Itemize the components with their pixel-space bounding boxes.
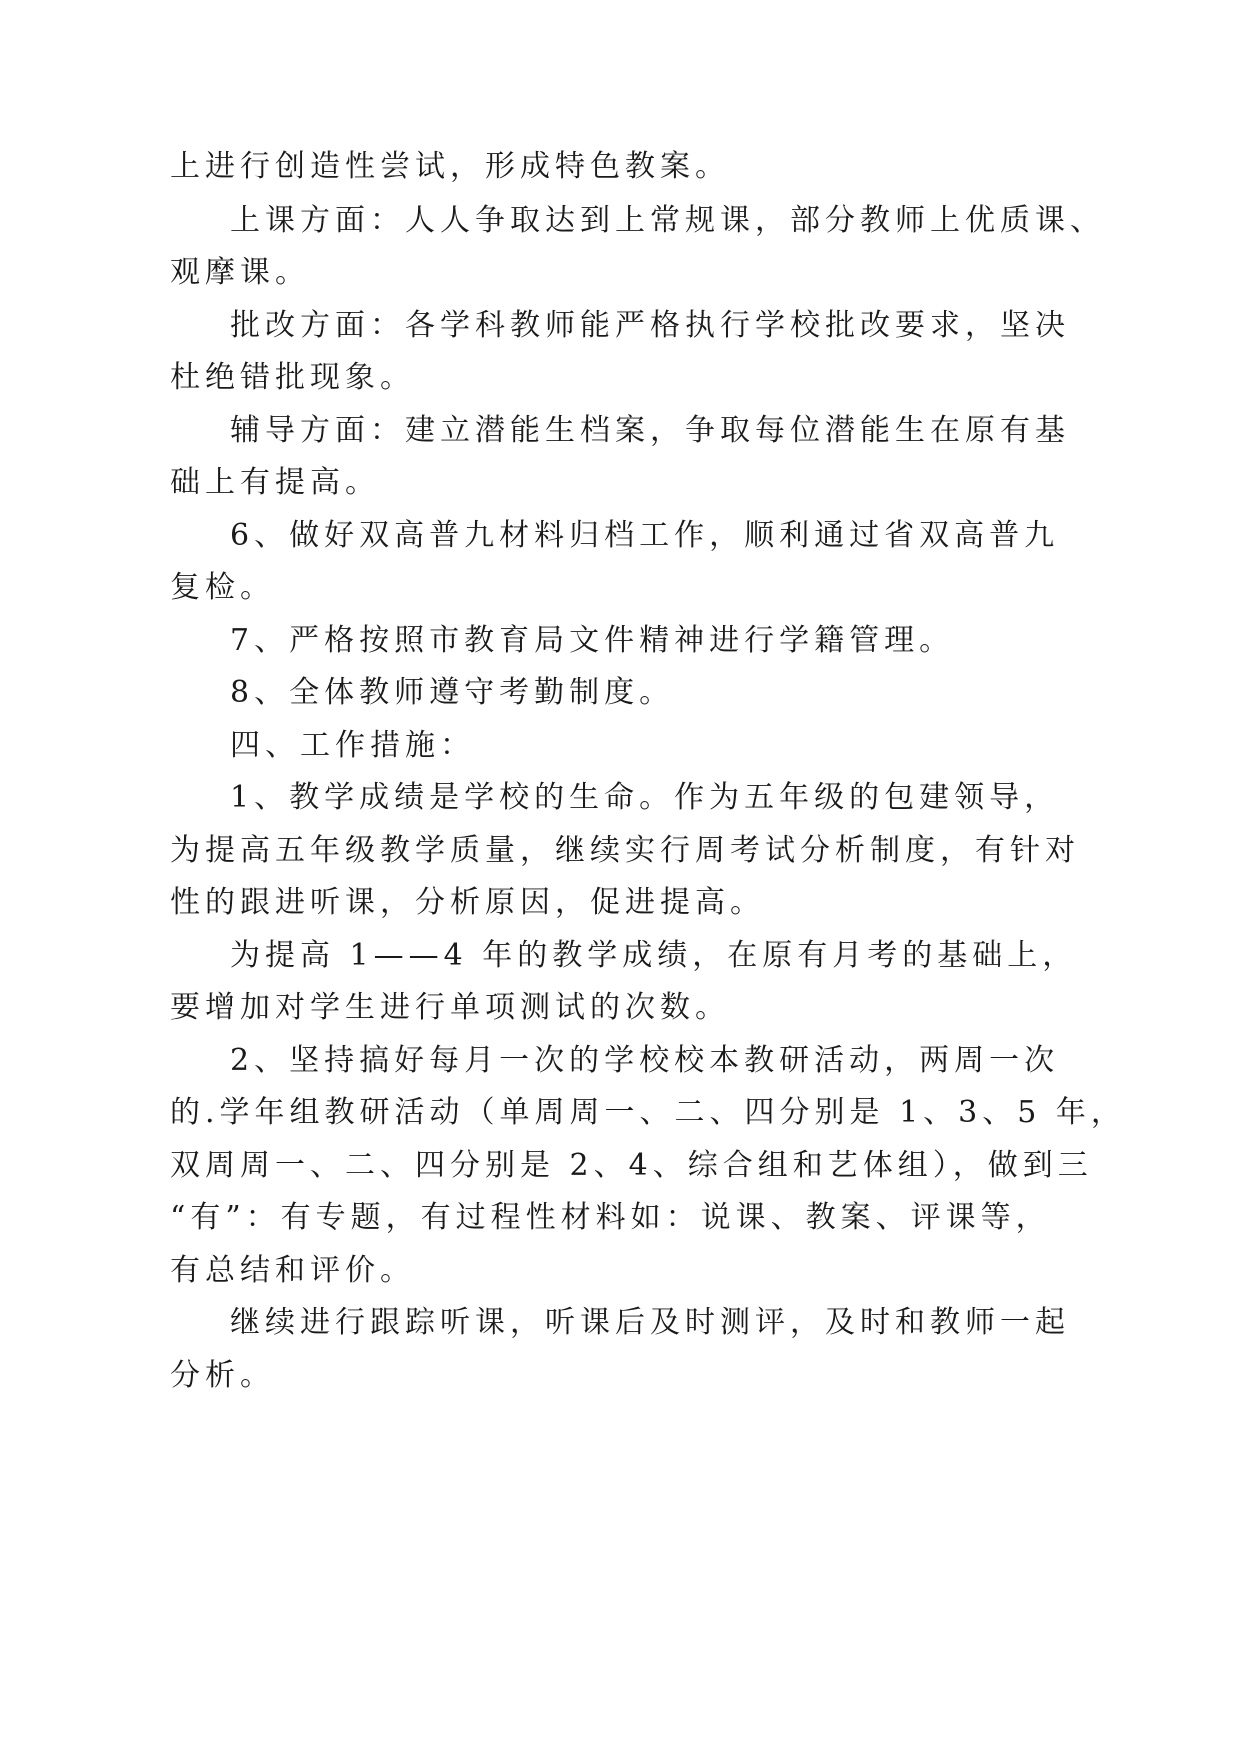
- text-line: 6、做好双高普九材料归档工作，顺利通过省双高普九: [230, 518, 1060, 553]
- text-line: 批改方面：各学科教师能严格执行学校批改要求，坚决: [230, 308, 1070, 343]
- text-line: 7、严格按照市教育局文件精神进行学籍管理。: [230, 623, 955, 658]
- text-line: 上进行创造性尝试，形成特色教案。: [170, 149, 730, 184]
- text-line: 础上有提高。: [170, 465, 380, 500]
- text-line: 要增加对学生进行单项测试的次数。: [170, 990, 730, 1025]
- text-line: 的.学年组教研活动（单周周一、二、四分别是 1、3、5 年，: [170, 1095, 1126, 1130]
- text-line: 分析。: [170, 1358, 275, 1393]
- text-line: 观摩课。: [170, 255, 310, 290]
- text-line: 为提高五年级教学质量，继续实行周考试分析制度，有针对: [170, 833, 1080, 868]
- text-line: 上课方面：人人争取达到上常规课，部分教师上优质课、: [230, 203, 1105, 238]
- text-line: 双周周一、二、四分别是 2、4、综合组和艺体组），做到三: [170, 1148, 1093, 1183]
- text-line: 继续进行跟踪听课，听课后及时测评，及时和教师一起: [230, 1305, 1070, 1340]
- text-line: 1、教学成绩是学校的生命。作为五年级的包建领导，: [230, 780, 1060, 815]
- section-heading: 四、工作措施：: [230, 728, 475, 763]
- text-line: 复检。: [170, 570, 275, 605]
- text-line: “有”：有专题，有过程性材料如：说课、教案、评课等，: [170, 1200, 1051, 1235]
- text-line: 辅导方面：建立潜能生档案，争取每位潜能生在原有基: [230, 413, 1070, 448]
- text-line: 为提高 1——4 年的教学成绩，在原有月考的基础上，: [230, 938, 1078, 973]
- text-line: 杜绝错批现象。: [170, 360, 415, 395]
- text-line: 性的跟进听课，分析原因，促进提高。: [170, 885, 765, 920]
- text-line: 有总结和评价。: [170, 1253, 415, 1288]
- text-line: 8、全体教师遵守考勤制度。: [230, 675, 675, 710]
- text-line: 2、坚持搞好每月一次的学校校本教研活动，两周一次: [230, 1043, 1060, 1078]
